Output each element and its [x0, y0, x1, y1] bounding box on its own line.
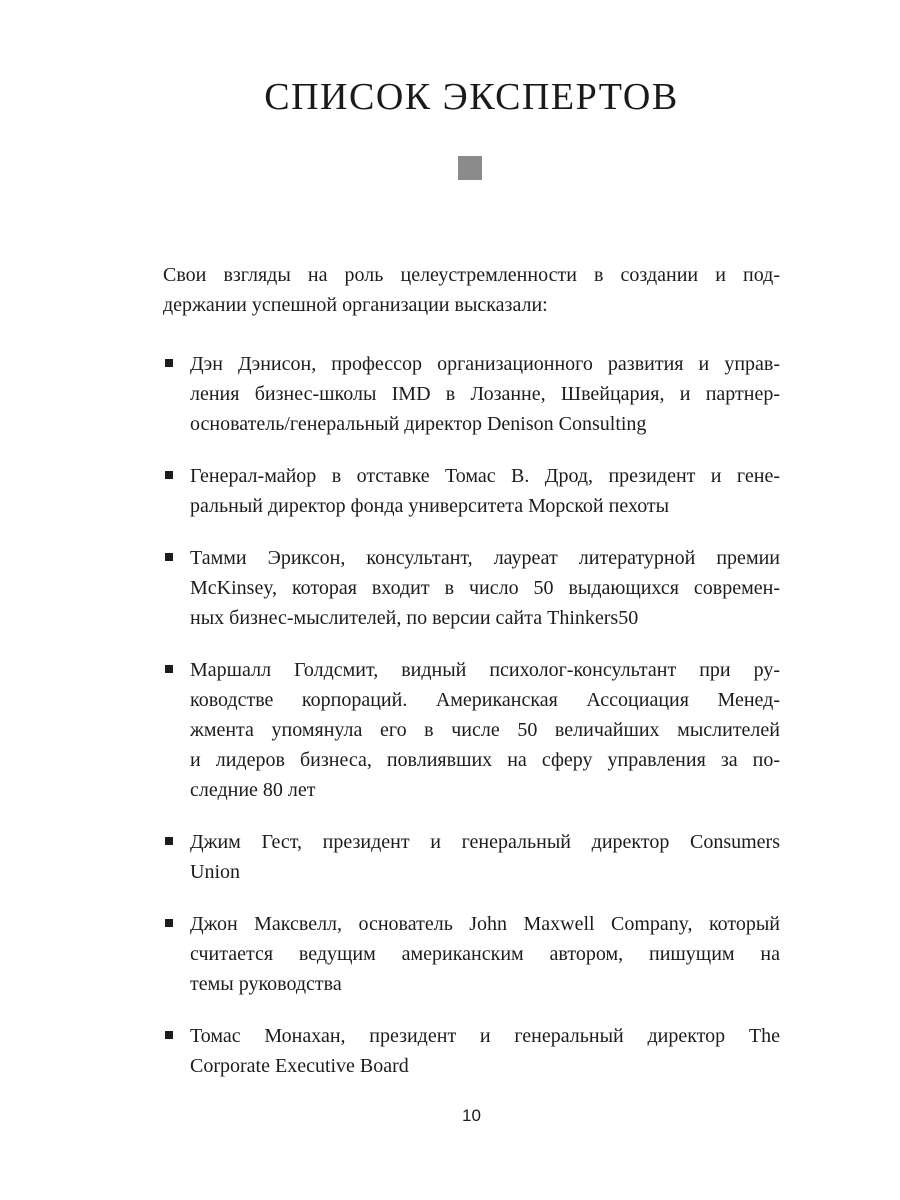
bullet-square-icon [165, 553, 173, 561]
text-line: Corporate Executive Board [190, 1055, 409, 1077]
expert-list-item [163, 909, 780, 999]
chapter-title: СПИСОК ЭКСПЕРТОВ [264, 76, 679, 118]
expert-list-item [163, 543, 780, 633]
text-line: Генерал-майор в отставке Томас В. Дрод, президент и гене- [190, 465, 780, 487]
text-line: Свои взгляды на роль целеустремленности в создании и под- [163, 264, 780, 286]
bullet-square-icon [165, 919, 173, 927]
expert-list-item [163, 827, 780, 887]
text-line: Union [190, 861, 240, 883]
text-line: ководстве корпораций. Американская Ассоциация Менед- [190, 689, 780, 711]
section-divider-square-icon [458, 156, 482, 180]
text-line: основатель/генеральный директор Denison Consulting [190, 413, 647, 435]
text-line: держании успешной организации высказали: [163, 294, 548, 316]
text-line: темы руководства [190, 973, 342, 995]
text-line: ления бизнес-школы IMD в Лозанне, Швейцария, и партнер- [190, 383, 780, 405]
text-line: Маршалл Голдсмит, видный психолог-консультант при ру- [190, 659, 780, 681]
expert-list-item [163, 1021, 780, 1081]
text-line: McKinsey, которая входит в число 50 выдающихся современ- [190, 577, 780, 599]
text-line: ных бизнес-мыслителей, по версии сайта Thinkers50 [190, 607, 639, 629]
page-number: 10 [462, 1106, 481, 1125]
text-line: Джим Гест, президент и генеральный директор Consumers [190, 831, 780, 853]
text-line: считается ведущим американским автором, пишущим на [190, 943, 780, 965]
expert-list-item [163, 655, 780, 805]
intro-paragraph [163, 260, 780, 320]
bullet-square-icon [165, 1031, 173, 1039]
experts-list [163, 349, 780, 1081]
text-line: следние 80 лет [190, 779, 316, 801]
bullet-square-icon [165, 359, 173, 367]
expert-list-item [163, 461, 780, 521]
text-line: Дэн Дэнисон, профессор организационного развития и управ- [190, 353, 780, 375]
expert-list-item [163, 349, 780, 439]
text-line: ральный директор фонда университета Морской пехоты [190, 495, 670, 517]
bullet-square-icon [165, 471, 173, 479]
text-line: Джон Максвелл, основатель John Maxwell Company, который [190, 913, 780, 935]
text-line: жмента упомянула его в числе 50 величайших мыслителей [190, 719, 780, 741]
text-line: Томас Монахан, президент и генеральный директор The [190, 1025, 780, 1047]
bullet-square-icon [165, 837, 173, 845]
text-line: и лидеров бизнеса, повлиявших на сферу управления за по- [190, 749, 780, 771]
text-line: Тамми Эриксон, консультант, лауреат литературной премии [190, 547, 780, 569]
bullet-square-icon [165, 665, 173, 673]
